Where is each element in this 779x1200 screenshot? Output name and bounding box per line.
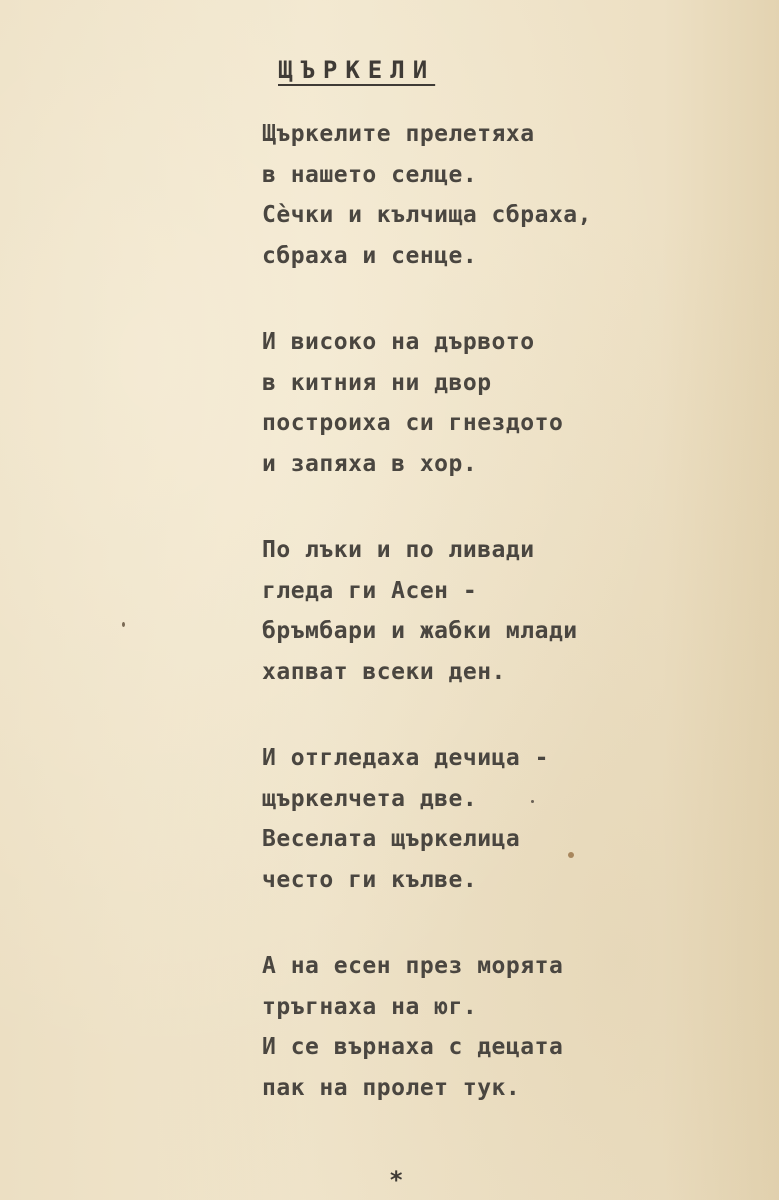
poem-line: щъркелчета две. xyxy=(262,785,478,812)
paper-speck xyxy=(122,622,125,627)
stanza-5 xyxy=(262,946,722,1108)
poem-line: в нашето селце. xyxy=(262,161,478,188)
poem-line: сбраха и сенце. xyxy=(262,242,478,269)
poem-line: И отгледаха дечица - xyxy=(262,745,549,771)
poem-line: често ги кълве. xyxy=(262,866,478,893)
poem-line: Щъркелите прелетяха xyxy=(262,121,535,147)
poem-line: гледа ги Асен - xyxy=(262,577,478,604)
stanza-4 xyxy=(262,738,722,900)
poem xyxy=(262,50,722,1154)
stanza-3 xyxy=(262,530,722,692)
poem-line: А на есен през морята xyxy=(262,953,564,979)
poem-line: Веселата щъркелица xyxy=(262,826,521,852)
poem-line: построиха си гнездото xyxy=(262,410,564,436)
poem-line: Сѐчки и кълчища сбраха, xyxy=(262,202,592,228)
poem-line: и запяха в хор. xyxy=(262,450,478,477)
poem-line: По лъки и по ливади xyxy=(262,537,535,563)
end-asterisk: * xyxy=(389,1166,404,1194)
poem-line: хапват всеки ден. xyxy=(262,658,506,685)
poem-line: тръгнаха на юг. xyxy=(262,993,478,1020)
stanza-1 xyxy=(262,114,722,276)
poem-line: И високо на дървото xyxy=(262,329,535,355)
poem-line: И се върнаха с децата xyxy=(262,1034,564,1060)
stanza-2 xyxy=(262,322,722,484)
poem-line: бръмбари и жабки млади xyxy=(262,618,578,644)
poem-line: пак на пролет тук. xyxy=(262,1074,521,1101)
poem-title: ЩЪРКЕЛИ xyxy=(278,56,436,84)
poem-line: в китния ни двор xyxy=(262,369,492,396)
